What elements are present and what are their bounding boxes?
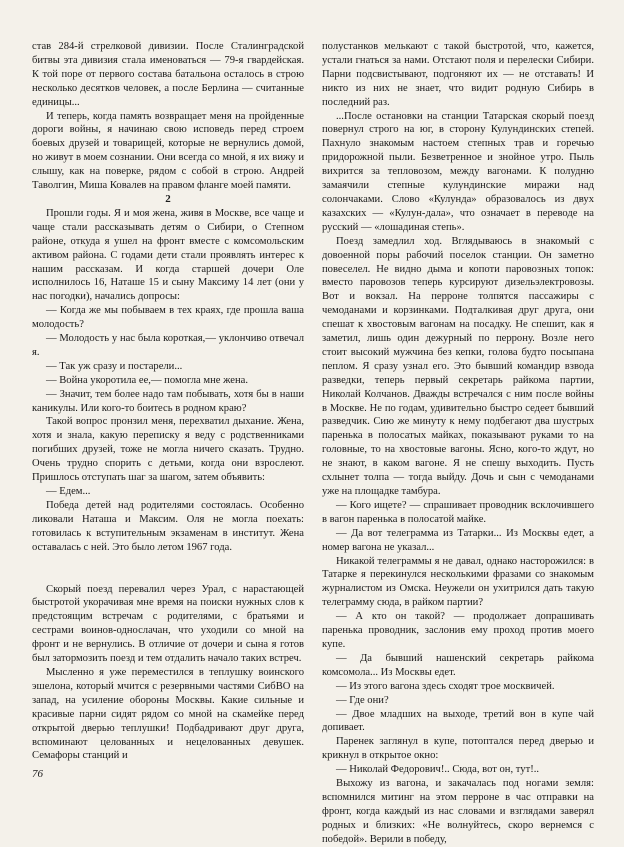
dialogue-line: — Значит, тем более надо там побывать, хотя бы в наши каникулы. Или кого-то боитесь в родном краю? bbox=[32, 388, 304, 414]
dialogue-line: — Когда же мы побываем в тех краях, где прошла ваша молодость? bbox=[32, 305, 304, 331]
dialogue-line: — Война укоротила ее,— помогла мне жена. bbox=[46, 374, 249, 386]
dialogue-line: — Николай Федорович!.. Сюда, вот он, тут!.. bbox=[336, 764, 540, 776]
section-gap bbox=[32, 555, 304, 583]
paragraph: полустанков мелькают с такой быстротой, что, кажется, устали гнаться за нами. Отстают поля и перелески Сибири. Парни подсвистывают, подгоняют их — не отставать! И никто из них не знает, что видит родную Сибирь в последний раз. bbox=[322, 41, 594, 108]
left-column bbox=[32, 40, 304, 763]
paragraph: Выхожу из вагона, и закачалась под ногами земля: вспомнился митинг на этом перроне в час отправки на фронт, когда каждый из нас словами и взглядами заверял родных и близких: «Не волнуйтесь, скоро вернемся с победой». Верили в победу, bbox=[322, 778, 594, 845]
paragraph: ...После остановки на станции Татарская скорый поезд повернул строго на юг, в сторону Кулундинских степей. Пахнуло знакомым настоем степных трав и горечью придорожной пыли. Безветренное и знойное утро. Пыль вихрится за тепловозом, между вагонами. К полудню замаячили степные кулундинские миражи над солончаками. Слово «Кулунда» образовалось из двух казахских — «Кулун-дала», что означает в переводе на русский — «лошадиная степь». bbox=[322, 110, 594, 233]
paragraph: Паренек заглянул в купе, потоптался перед дверью и крикнул в открытое окно: bbox=[322, 736, 594, 762]
dialogue-line: — Кого ищете? — спрашивает проводник всклочившего в вагон паренька в полосатой майке. bbox=[322, 499, 594, 525]
paragraph: Такой вопрос пронзил меня, перехватил дыхание. Жена, хотя и знала, какую переписку я веду с родственниками погибших друзей, тоже не могла ничего сказать. Трудно. Очень трудно спорить с детьми, когда они взрослеют. Пришлось отступать шаг за шагом, затем объявить: bbox=[32, 416, 304, 484]
paragraph: Поезд замедлил ход. Вглядываюсь в знакомый с довоенной поры рабочий поселок станции. Он заметно повеселел. Не видно дыма и копоти паровозных топок: вместо паровозов теперь курсируют дизельэлектровозы. Вот и вокзал. На перроне толпятся пассажиры с чемоданами и корзинками. Подталкивая друг друга, они спешат к хвостовым вагонам на посадку. Не спешит, как я заметил, лишь один дежурный по перрону. Возле него стоит высокий мужчина без кепки, голова будто посыпана пеплом. Я сразу узнал его. Это бывший командир взвода разведки, теперь первый секретарь райкома партии, Николай Колчанов. Дважды встречался с ним после войны в Москве. Не по годам, удивительно быстро седеет бывший разведчик. Сию же минуту к нему подбегают два шустрых паренька в полосатых майках, показывают руками то на головные, то на хвостовые вагоны. Ясно, кого-то ждут, но не знают, в каком вагоне. Я не спешу выходить. Пусть схлынет толпа — тогда выйду. Дочь и сын с чемоданами уже на площадке тамбура. bbox=[322, 235, 594, 497]
dialogue-line: — Молодость у нас была короткая,— уклончиво отвечал я. bbox=[32, 333, 304, 358]
dialogue-line: — Едем... bbox=[46, 486, 91, 497]
dialogue-line: — Да вот телеграмма из Татарки... Из Москвы едет, а номер вагона не указал... bbox=[322, 527, 594, 553]
paragraph: Прошли годы. Я и моя жена, живя в Москве, все чаще и чаще стали рассказывать детям о Сибири, о Степном районе, откуда я ушел на фронт вместе с комсомольским активом района. С годами дети стали проявлять интерес к нашим рассказам. И когда старшей дочери Оле исполнилось 16, Наташе 15 и сыну Максиму 14 лет (они у нас погодки), начались допросы: bbox=[32, 207, 304, 303]
page-number: 76 bbox=[32, 768, 43, 780]
right-column bbox=[322, 40, 594, 847]
dialogue-line: — Из этого вагона здесь сходят трое москвичей. bbox=[336, 680, 555, 692]
paragraph: Никакой телеграммы я не давал, однако насторожился: в Татарке я перекинулся несколькими фразами со знакомым журналистом из Омска. Неужели он ухитрился дать такую телеграмму сюда, в райком партии? bbox=[322, 555, 594, 609]
dialogue-line: — Где они? bbox=[336, 694, 389, 706]
paragraph: Мысленно я уже переместился в теплушку воинского эшелона, который мчится с резервными частями СибВО на запад, на усиление обороны Москвы. Какие сильные и красивые парни сидят рядом со мной на скамейке перед открытой дверью теплушки! Подбадривают друг друга, вспоминают целованных и нецелованных девушек. Семафоры станций и bbox=[32, 666, 304, 762]
paragraph: Победа детей над родителями состоялась. Особенно ликовали Наташа и Максим. Оля не могла поехать: готовилась к вступительным экзаменам в институт. Жена оставалась с ней. Это было летом 1967 года. bbox=[32, 499, 304, 553]
dialogue-line: — Так уж сразу и постарели... bbox=[46, 360, 183, 372]
paragraph: Скорый поезд перевалил через Урал, с нарастающей быстротой укорачивая мне время на поиски нужных слов к предстоящим встречам с родителями, с братьями и сестрами воинов-однослачан, что уходили со мной на фронт и не вернулись. В отличие от дочери и сына я готов был затормозить поезд и тем отдалить начало таких встреч. bbox=[32, 583, 304, 665]
paragraph: И теперь, когда память возвращает меня на пройденные дороги войны, я начинаю свою исповедь перед строем боевых друзей и товарищей, которые не вернулись домой, но живут в моем сознании. Они всегда со мной, я их вижу и слышу, как на поверке, рядом с собой в строю. Андрей Таволгин, Миша Ковалев на правом фланге моей памяти. bbox=[32, 110, 304, 192]
paragraph: став 284-й стрелковой дивизии. После Сталинградской битвы эта дивизия стала именоваться — 79-я гвардейская. К той поре от первого состава батальона осталось в строю несколько десятков человек, а после Берлина — считанные единицы... bbox=[32, 41, 304, 108]
dialogue-line: — Двое младших на выходе, третий вон в купе чай допивает. bbox=[322, 708, 594, 734]
dialogue-line: — Да бывший нашенский секретарь райкома комсомола... Из Москвы едет. bbox=[322, 652, 594, 678]
section-number: 2 bbox=[165, 192, 171, 205]
dialogue-line: — А кто он такой? — продолжает допрашивать паренька проводник, заслонив ему проход против моего купе. bbox=[322, 611, 594, 650]
book-page bbox=[32, 40, 594, 845]
